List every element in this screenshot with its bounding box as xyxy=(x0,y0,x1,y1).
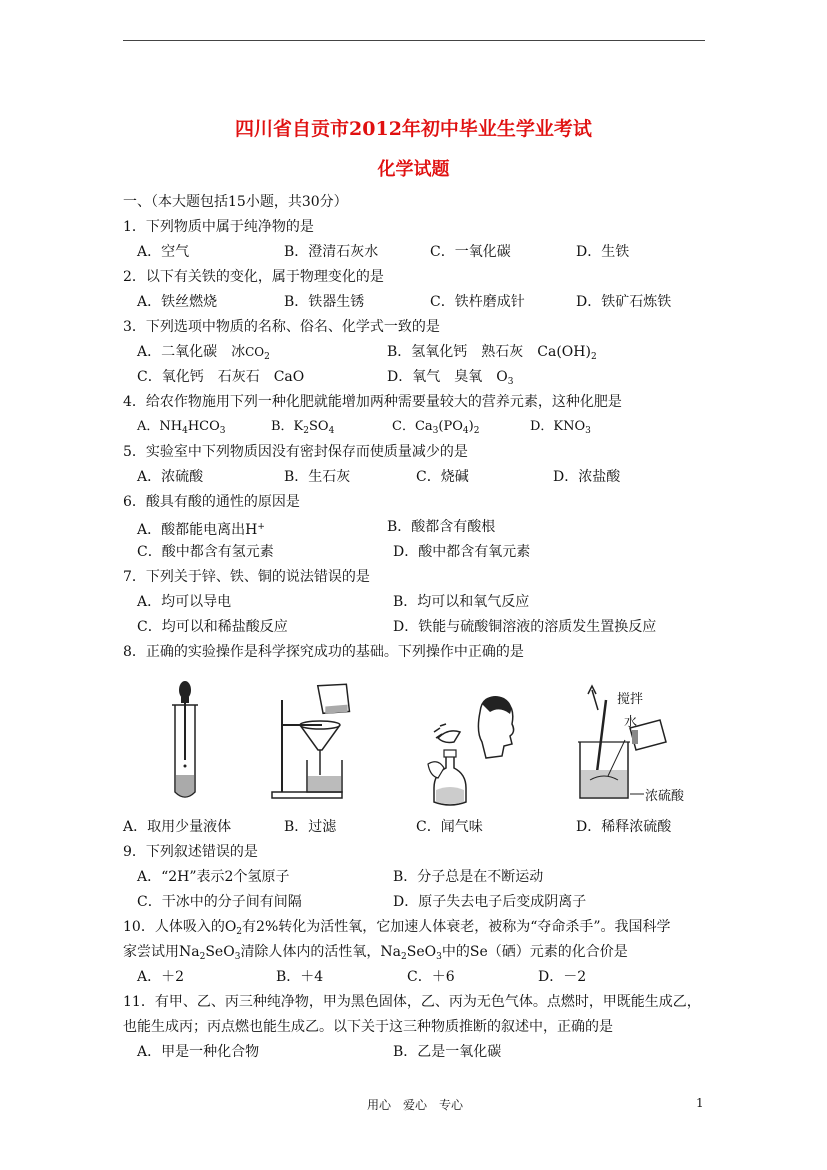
q4-c-sub1: 3 xyxy=(432,426,439,436)
q11-option-a: A．甲是一种化合物 xyxy=(137,1044,260,1060)
stir-label: 搅拌 xyxy=(617,692,644,707)
q7-option-b: B．均可以和氧气反应 xyxy=(393,594,530,610)
q3-a-formula: CO xyxy=(245,345,265,359)
q4-b-mid: SO xyxy=(309,419,329,434)
q3-option-b xyxy=(387,343,597,366)
q6-option-c: C．酸中都含有氢元素 xyxy=(137,544,274,560)
q6-a-superscript: + xyxy=(257,522,265,532)
question-10-line-2 xyxy=(123,943,628,966)
question-11-line-1: 11．有甲、乙、丙三种纯净物，甲为黑色固体，乙、丙为无色气体。点燃时，甲既能生成乙， xyxy=(123,994,701,1010)
q3-option-d xyxy=(387,368,513,391)
q4-b-sub2: 4 xyxy=(328,426,335,436)
q10-l2-b: SeO xyxy=(205,944,235,960)
q11-option-b: B．乙是一氧化碳 xyxy=(393,1044,502,1060)
q10-l2-sub4: 3 xyxy=(436,952,442,962)
q4-c-pre: C．Ca xyxy=(392,419,433,434)
q3-b-subscript: 2 xyxy=(590,352,597,362)
q7-option-c: C．均可以和稀盐酸反应 xyxy=(137,619,288,635)
q9-option-a: A．“2H”表示2个氢原子 xyxy=(137,869,290,885)
q1-option-d: D．生铁 xyxy=(576,244,630,260)
q10-l2-sub2: 3 xyxy=(234,952,241,962)
header-rule xyxy=(123,40,705,41)
q4-a-mid: HCO xyxy=(187,419,220,434)
q5-option-a: A．浓硫酸 xyxy=(137,469,204,485)
q4-c-sub2: 4 xyxy=(462,426,469,436)
q2-option-d: D．铁矿石炼铁 xyxy=(576,294,672,310)
q10-l2-c: 清除人体内的活性氧，Na xyxy=(240,944,402,960)
q9-option-d: D．原子失去电子后变成阴离子 xyxy=(393,894,587,910)
smelling-gas-figure xyxy=(420,692,520,812)
q5-option-b: B．生石灰 xyxy=(284,469,351,485)
q8-option-b: B．过滤 xyxy=(284,819,337,835)
filtration-figure xyxy=(262,680,372,805)
exam-title: 四川省自贡市2012年初中毕业生学业考试 xyxy=(235,118,592,140)
q4-option-c xyxy=(392,418,479,440)
q4-a-sub2: 3 xyxy=(219,426,226,436)
q6-option-d: D．酸中都含有氧元素 xyxy=(393,544,531,560)
q5-option-d: D．浓盐酸 xyxy=(553,469,621,485)
page-number: 1 xyxy=(696,1096,704,1110)
q10-l2-sub3: 2 xyxy=(401,952,407,962)
footer-motto: 用心 爱心 专心 xyxy=(367,1098,464,1112)
question-9-stem: 9．下列叙述错误的是 xyxy=(123,844,258,860)
q10-option-d: D．－2 xyxy=(538,969,587,985)
q8-option-c: C．闻气味 xyxy=(416,819,483,835)
q4-b-sub1: 2 xyxy=(303,426,309,436)
q1-option-a: A．空气 xyxy=(137,244,190,260)
q4-c-end: ) xyxy=(468,419,474,434)
q10-l2-sub1: 2 xyxy=(199,952,206,962)
q3-option-a xyxy=(137,343,270,366)
question-1-stem: 1．下列物质中属于纯净物的是 xyxy=(123,219,314,235)
q3-d-subscript: 3 xyxy=(507,377,514,387)
q4-option-b xyxy=(271,418,334,440)
q4-c-sub3: 2 xyxy=(473,426,480,436)
question-7-stem: 7．下列关于锌、铁、铜的说法错误的是 xyxy=(123,569,370,585)
q4-d-sub1: 3 xyxy=(585,426,591,436)
q7-option-d: D．铁能与硫酸铜溶液的溶质发生置换反应 xyxy=(393,619,657,635)
q1-option-b: B．澄清石灰水 xyxy=(284,244,379,260)
q3-a-text: A．二氧化碳 冰 xyxy=(137,344,246,360)
question-2-stem: 2．以下有关铁的变化，属于物理变化的是 xyxy=(123,269,384,285)
q10-l1-b: 有2%转化为活性氧，它加速人体衰老，被称为“夺命杀手”。我国科学 xyxy=(242,919,671,935)
q10-l2-a: 家尝试用Na xyxy=(123,944,200,960)
q3-d-text: D．氧气 臭氧 O xyxy=(387,369,508,385)
question-10-line-1 xyxy=(123,918,671,941)
water-label: 水 xyxy=(624,715,638,730)
q8-option-a: A．取用少量液体 xyxy=(123,819,232,835)
q3-option-c: C．氧化钙 石灰石 CaO xyxy=(137,369,305,385)
q10-l1-sub: 2 xyxy=(236,927,243,937)
question-8-stem: 8．正确的实验操作是科学探究成功的基础。下列操作中正确的是 xyxy=(123,644,524,660)
q10-option-b: B．＋4 xyxy=(276,969,324,985)
question-5-stem: 5．实验室中下列物质因没有密封保存而使质量减少的是 xyxy=(123,444,468,460)
dropper-test-tube-figure xyxy=(160,680,210,805)
q2-option-c: C．铁杵磨成针 xyxy=(430,294,525,310)
q4-d-pre: D．KNO xyxy=(530,419,586,434)
q3-a-subscript: 2 xyxy=(264,352,270,362)
q1-option-c: C．一氧化碳 xyxy=(430,244,511,260)
question-6-stem: 6．酸具有酸的通性的原因是 xyxy=(123,494,300,510)
q10-option-a: A．＋2 xyxy=(137,969,185,985)
q10-l2-d: SeO xyxy=(406,944,437,960)
q6-option-b: B．酸都含有酸根 xyxy=(387,519,496,535)
q4-option-d xyxy=(530,418,591,440)
q10-option-c: C．＋6 xyxy=(407,969,455,985)
q4-b-pre: B．K xyxy=(271,419,304,434)
section-heading: 一、（本大题包括15小题，共30分） xyxy=(123,194,348,210)
q4-a-pre: A．NH xyxy=(137,419,183,434)
q5-option-c: C．烧碱 xyxy=(416,469,469,485)
q10-l1-a: 10．人体吸入的O xyxy=(123,919,237,935)
q6-a-text: A．酸都能电离出H xyxy=(137,522,258,538)
exam-subtitle: 化学试题 xyxy=(377,159,450,180)
q9-option-c: C．干冰中的分子间有间隔 xyxy=(137,894,302,910)
q4-a-sub1: 4 xyxy=(182,426,188,436)
question-4-stem: 4．给农作物施用下列一种化肥就能增加两种需要量较大的营养元素，这种化肥是 xyxy=(123,394,622,410)
q10-l2-e: 中的Se（硒）元素的化合价是 xyxy=(441,944,628,960)
concentrated-sulfuric-acid-label: 浓硫酸 xyxy=(645,789,685,804)
q4-c-mid: (PO xyxy=(438,419,463,434)
q6-option-a xyxy=(137,518,265,539)
q7-option-a: A．均可以导电 xyxy=(137,594,232,610)
q2-option-b: B．铁器生锈 xyxy=(284,294,365,310)
q3-b-text: B．氢氧化钙 熟石灰 Ca(OH) xyxy=(387,344,591,360)
q2-option-a: A．铁丝燃烧 xyxy=(137,294,218,310)
q4-option-a xyxy=(137,418,226,440)
question-11-line-2: 也能生成丙；丙点燃也能生成乙。以下关于这三种物质推断的叙述中，正确的是 xyxy=(123,1019,613,1035)
q9-option-b: B．分子总是在不断运动 xyxy=(393,869,544,885)
question-3-stem: 3．下列选项中物质的名称、俗名、化学式一致的是 xyxy=(123,319,440,335)
q8-option-d: D．稀释浓硫酸 xyxy=(576,819,672,835)
